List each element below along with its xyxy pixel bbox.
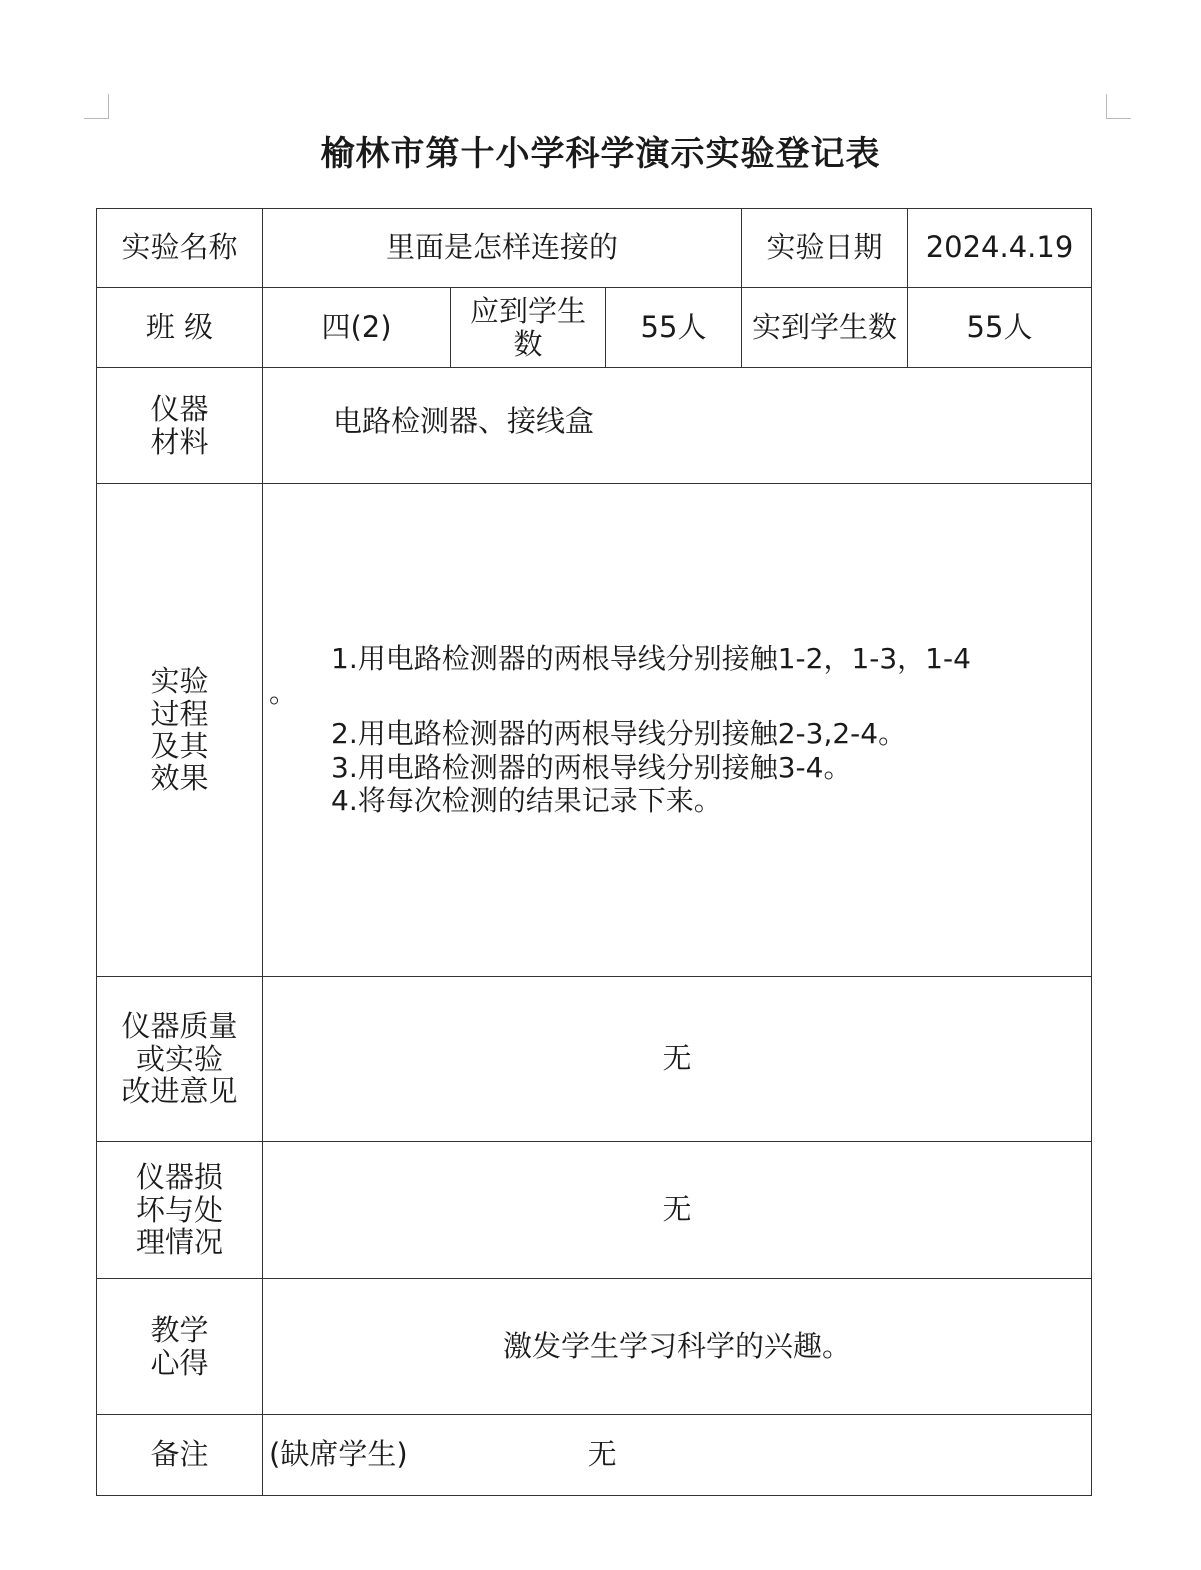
- process-label-line: 实验: [150, 664, 209, 699]
- table-row: [97, 1415, 1092, 1496]
- page-title: 榆林市第十小学科学演示实验登记表: [320, 134, 881, 174]
- actual-students-value: 55人: [908, 288, 1092, 368]
- process-step: 3.用电路检测器的两根导线分别接触3-4。: [331, 750, 852, 784]
- teaching-reflection-label-line: 教学: [150, 1313, 209, 1348]
- equipment-value: [263, 368, 1092, 484]
- absent-students-value: 无: [587, 1437, 617, 1472]
- experiment-date-value: 2024.4.19: [908, 209, 1092, 288]
- process-label-line: 及其: [150, 729, 209, 763]
- remarks-value: [263, 1415, 1092, 1496]
- quality-suggestion-value: 无: [263, 977, 1092, 1142]
- expected-students-value: 55人: [606, 288, 742, 368]
- process-step: 4.将每次检测的结果记录下来。: [331, 784, 722, 818]
- process-label-line: 过程: [150, 696, 209, 731]
- damage-handling-label: [97, 1142, 263, 1279]
- experiment-name-label: 实验名称: [97, 209, 263, 288]
- table-row: [97, 1279, 1092, 1415]
- absent-students-label: (缺席学生): [269, 1437, 408, 1472]
- page-corner-mark-right: [1106, 94, 1131, 119]
- page-corner-mark-left: [84, 94, 109, 119]
- teaching-reflection-label-line: 心得: [150, 1345, 209, 1380]
- process-label: [97, 484, 263, 977]
- table-row: [97, 288, 1092, 368]
- damage-handling-value: 无: [263, 1142, 1092, 1279]
- remarks-label: 备注: [97, 1415, 263, 1496]
- process-step-tail: 。: [269, 675, 298, 709]
- class-label: [97, 288, 263, 368]
- process-step: 1.用电路检测器的两根导线分别接触1-2，1-3，1-4: [331, 642, 971, 676]
- class-value: 四(2): [263, 288, 451, 368]
- table-row: [97, 209, 1092, 288]
- actual-students-label: 实到学生数: [742, 288, 908, 368]
- equipment-label-line: 材料: [150, 424, 209, 459]
- process-label-line: 效果: [150, 761, 209, 796]
- class-label-text: 班 级: [145, 309, 214, 344]
- expected-students-label-line: 应到学生: [469, 294, 586, 329]
- table-row: [97, 368, 1092, 484]
- registration-table: [96, 208, 1092, 1496]
- quality-suggestion-label-line: 改进意见: [121, 1074, 238, 1109]
- table-row: [97, 484, 1092, 977]
- experiment-date-label: 实验日期: [742, 209, 908, 288]
- quality-suggestion-label: [97, 977, 263, 1142]
- quality-suggestion-label-line: 仪器质量: [121, 1009, 238, 1044]
- table-row: [97, 977, 1092, 1142]
- damage-handling-label-line: 理情况: [135, 1225, 223, 1260]
- teaching-reflection-label: [97, 1279, 263, 1415]
- quality-suggestion-label-line: 或实验: [135, 1041, 223, 1076]
- process-step: 2.用电路检测器的两根导线分别接触2-3,2-4。: [331, 717, 907, 751]
- table-row: [97, 1142, 1092, 1279]
- expected-students-label-line: 数: [513, 326, 543, 361]
- teaching-reflection-value: 激发学生学习科学的兴趣。: [263, 1279, 1092, 1415]
- equipment-value-text: 电路检测器、接线盒: [333, 403, 595, 438]
- equipment-label-line: 仪器: [150, 392, 209, 427]
- process-steps: [263, 484, 1092, 977]
- damage-handling-label-line: 坏与处: [135, 1192, 223, 1227]
- experiment-name-value: 里面是怎样连接的: [263, 209, 742, 288]
- expected-students-label: [451, 288, 606, 368]
- damage-handling-label-line: 仪器损: [135, 1160, 223, 1195]
- equipment-label: [97, 368, 263, 484]
